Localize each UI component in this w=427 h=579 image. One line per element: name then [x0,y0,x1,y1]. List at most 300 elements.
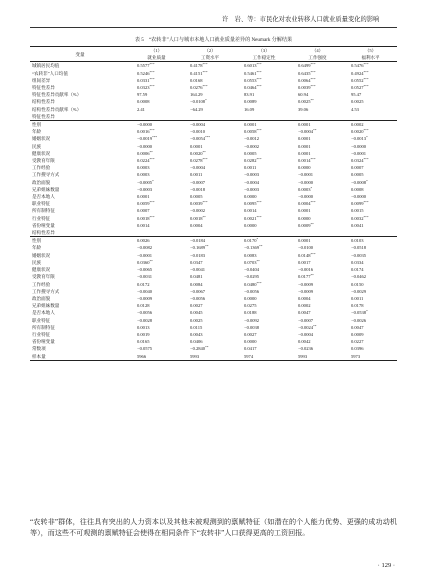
row-label: 行业特征 [32,331,51,337]
column-number: （3） [237,47,291,55]
row-label: 性别 [30,237,130,245]
cell-value: 0.0103 [344,237,397,245]
table-row [30,70,397,77]
cell-value: −0.0575 [137,346,153,352]
cell-value: 0.0481 [190,274,203,280]
cell-value: 0.0406 [190,339,203,345]
cell-value: −0.0018 [190,186,206,192]
significance-stars: *** [363,69,369,74]
cell-value [291,229,344,237]
cell-value: 0.0001 [137,194,150,200]
row-label: 年龄 [32,129,42,135]
significance-stars: *** [310,251,316,256]
cell-value: 0.0172 [137,281,150,287]
cell-value: −0.0054*** [190,135,211,142]
cell-value: −0.0100 [298,245,314,251]
cell-value: 0.0324*** [351,157,369,164]
cell-value: 0.0480*** [244,280,262,287]
cell-value: −0.0001 [298,172,314,178]
page-number: · 129 · [377,562,395,569]
cell-value: −0.0518 [351,245,367,251]
cell-value: 0.0001 [298,208,311,214]
cell-value: 0.0331*** [137,76,155,83]
cell-value: 0.0064*** [298,76,316,83]
table-row [30,150,397,157]
row-label: 政治面貌 [32,179,51,185]
cell-value: 0.0000 [244,222,257,228]
significance-stars: *** [202,62,208,67]
cell-value: −0.0026 [351,317,367,323]
cell-value: 0.0000 [244,339,257,345]
column-name: 工资水平 [200,55,220,61]
table-row [30,215,397,222]
significance-stars: ** [310,98,314,103]
cell-value: 0.0014 [137,222,150,228]
cell-value: −0.0236 [298,346,314,352]
cell-value: 0.0417 [244,346,257,352]
cell-value: 0.0011 [190,172,203,178]
cell-value: 0.0019 [137,331,150,337]
cell-value: −0.0003 [244,172,260,178]
significance-stars: ** [205,244,209,249]
cell-value: 0.0032*** [351,214,369,221]
cell-value: −0.0010 [190,129,206,135]
cell-value: 0.6499*** [291,62,344,70]
cell-value: −0.0056 [190,295,206,301]
cell-value: −0.0000 [351,143,367,149]
significance-stars: *** [256,157,262,162]
cell-value: 0.4151*** [190,69,208,76]
cell-value: 0.0000 [244,194,257,200]
table-row [30,77,397,84]
cell-value: 0.0016*** [137,128,155,135]
significance-stars: ** [310,273,314,278]
row-label: 常数项 [32,346,46,352]
table-row [30,317,397,324]
cell-value: −0.0008* [351,178,368,185]
table-row [30,91,397,98]
cell-value: −0.0000 [298,194,314,200]
cell-value: −0.0295 [244,274,260,280]
cell-value: −0.0000 [130,121,183,129]
significance-stars: ** [202,149,206,154]
cell-value: −0.0004 [244,179,260,185]
cell-value: 0.0039*** [298,84,316,91]
cell-value: 0.0334 [351,259,364,265]
cell-value: −0.0028 [137,317,153,323]
cell-value: 0.0165 [137,339,150,345]
cell-value [130,229,183,237]
table-row [30,207,397,214]
cell-value: −0.0003 [137,186,153,192]
cell-value: 0.0224*** [137,157,155,164]
cell-value: 0.0168 [190,77,203,83]
significance-stars: * [366,135,368,140]
table-row [30,324,397,331]
row-label: 受教育年限 [32,274,55,280]
cell-value: 0.0282*** [244,157,262,164]
cell-value: 16.09 [244,106,255,112]
significance-stars: *** [363,214,369,219]
significance-stars: * [152,178,154,183]
table-row [30,171,397,178]
cell-value: −0.0004 [298,331,314,337]
table-row [30,84,397,91]
significance-stars: *** [363,200,369,205]
cell-value: 0.0026 [130,237,183,245]
significance-stars: ** [256,258,260,263]
cell-value: 0.0095*** [244,200,262,207]
row-label: 受教育年限 [32,158,55,164]
significance-stars: *** [363,84,369,89]
cell-value: 0.0007 [137,208,150,214]
cell-value: 0.0005 [244,150,257,156]
column-name: 福利水平 [361,55,380,61]
table-row [30,259,397,266]
significance-stars: ** [149,258,153,263]
table-row [30,295,397,302]
cell-value: 0.0089 [244,99,257,105]
table-row [30,222,397,229]
table-caption: 表 5 “农转非”人口与城市本地人口就业质量差异的 Neumark 分解结果 [134,37,293,43]
cell-value: −0.0007 [298,317,314,323]
cell-value: −0.0001 [351,150,367,156]
cell-value: 0.0001 [291,121,344,129]
cell-value: 0.0174 [351,267,364,273]
significance-stars: *** [149,76,155,81]
row-label: 年龄 [32,245,42,251]
significance-stars: ** [313,323,317,328]
cell-value: 0.0005 [190,194,203,200]
cell-value: −0.0183 [190,252,206,258]
table-row [30,200,397,207]
cell-value: 0.0025 [190,317,203,323]
cell-value: 0.0552*** [351,76,369,83]
row-label: 行业特征 [32,215,51,221]
significance-stars: *** [202,84,208,89]
row-label: 民族 [32,143,42,149]
table-row [30,98,397,105]
cell-value: 0.0027 [190,303,203,309]
cell-value: 0.0002 [344,121,397,129]
cell-value: 0.0008 [137,99,150,105]
cell-value: 0.0027 [244,331,257,337]
significance-stars: *** [310,76,316,81]
cell-value: −0.0184 [183,237,237,245]
row-label: 是否本地人 [32,310,55,316]
significance-stars: ** [205,345,209,350]
significance-stars: *** [256,200,262,205]
significance-stars: ** [310,221,314,226]
cell-value: 0.0015 [351,208,364,214]
cell-value: −0.0404 [244,267,260,273]
table-row [30,229,397,237]
cell-value: −0.0001 [137,252,153,258]
row-label: 所有制特征 [32,208,55,214]
row-label: 城镇居民均值 [30,62,130,70]
table-row [30,281,397,288]
cell-value: 0.0099*** [351,200,369,207]
table-row [30,62,397,70]
cell-value: 0.0527*** [351,84,369,91]
cell-value: −0.0009 [298,288,314,294]
cell-value: 0.0396 [351,346,364,352]
cell-value [291,113,344,121]
row-label: 工作搜寻方式 [32,288,60,294]
cell-value: 0.6435*** [298,69,316,76]
cell-value: 0.5246*** [137,69,155,76]
table-row [30,193,397,200]
significance-stars: * [366,309,368,314]
cell-value: 0.0464*** [244,84,262,91]
cell-value: −0.0462 [351,274,367,280]
column-number: （4） [291,47,344,55]
cell-value: 83.91 [244,92,255,98]
significance-stars: *** [363,128,369,133]
cell-value: −0.0003 [244,186,260,192]
cell-value: 5974 [237,353,291,361]
significance-stars: *** [363,62,369,67]
significance-stars: *** [202,200,208,205]
row-label: 民族 [32,259,42,265]
cell-value: 0.0278*** [190,157,208,164]
cell-value [237,113,291,121]
cell-value: 0.0001 [291,237,344,245]
cell-value: 0.0014*** [298,157,316,164]
row-label: 工作搜寻方式 [32,172,60,178]
significance-stars: *** [256,84,262,89]
cell-value: −0.0004** [298,128,317,135]
cell-value: −0.0007 [190,179,206,185]
significance-stars: *** [149,214,155,219]
row-label: 所有制特征 [32,324,55,330]
cell-value: 0.0041 [351,222,364,228]
significance-stars: *** [310,84,316,89]
cell-value: 0.0177** [298,273,314,280]
cell-value: 0.0178 [351,303,364,309]
cell-value [344,113,397,121]
significance-stars: *** [149,84,155,89]
cell-value: −0.1689** [190,244,209,251]
cell-value: 0.0020** [190,149,206,156]
cell-value: 0.0150 [351,281,364,287]
row-label: 工作经验 [32,281,51,287]
cell-value: 0.0021*** [244,214,262,221]
cell-value: 0.0276*** [190,84,208,91]
cell-value: 0.5461*** [244,69,262,76]
table-row [30,143,397,150]
cell-value: 0.0025 [351,99,364,105]
row-label: 特征性差异 [32,85,55,91]
cell-value: 0.0018** [190,214,206,221]
cell-value: 0.0008 [351,186,364,192]
significance-stars: * [205,98,207,103]
row-label: 组间差异 [32,77,51,83]
cell-value: 0.0017 [298,259,311,265]
cell-value: 0.0115 [190,324,203,330]
cell-value: 0.4924*** [351,69,369,76]
row-label: 结构性差异 [32,230,55,236]
cell-value [183,113,237,121]
significance-stars: * [366,178,368,183]
cell-value [130,113,183,121]
cell-value: −0.0000 [298,179,314,185]
row-label: 婚姻状况 [32,252,51,258]
significance-stars: *** [149,200,155,205]
cell-value: 0.0013 [137,324,150,330]
variable-header: 变量 [30,47,130,62]
cell-value: −0.2840** [190,345,209,352]
cell-value: 97.59 [137,92,148,98]
significance-stars: *** [149,157,155,162]
cell-value: 0.0059*** [137,200,155,207]
significance-stars: *** [149,128,155,133]
table-row [30,331,397,338]
significance-stars: *** [256,214,262,219]
cell-value: 0.0011 [244,165,257,171]
cell-value: 0.0011 [351,295,364,301]
column-name: 工作稳定性 [252,55,276,61]
cell-value: 0.0058*** [244,128,262,135]
significance-stars: *** [363,157,369,162]
cell-value: 0.0002 [298,303,311,309]
column-number: （5） [344,47,397,55]
cell-value: 0.0001 [298,136,311,142]
cell-value: 0.0009 [351,331,364,337]
column-number-row [30,47,397,55]
cell-value: 0.0001 [298,150,311,156]
table-row [30,135,397,142]
cell-value: −0.0002 [190,208,206,214]
table-row [30,309,397,316]
column-name: 工作强度 [308,55,327,61]
cell-value [183,229,237,237]
cell-value: 0.0045 [190,310,203,316]
significance-stars: ** [313,128,317,133]
cell-value: 0.0042 [298,339,311,345]
decomposition-table [30,46,397,361]
table-row [30,288,397,295]
cell-value: −0.0000 [351,194,367,200]
table-row [30,179,397,186]
row-label: 特征性差异 [32,113,55,119]
cell-value: −0.0000 [137,143,153,149]
cell-value: 39.06 [298,106,309,112]
cell-value: 0.0004 [298,295,311,301]
cell-value: −0.0029 [351,288,367,294]
significance-stars: * [310,185,313,190]
table-row [30,157,397,164]
table-row [30,113,397,121]
cell-value: −0.0009 [298,281,314,287]
cell-value: 5993 [183,353,237,361]
cell-value: 0.0039*** [190,200,208,207]
table-row [30,186,397,193]
significance-stars: *** [149,62,155,67]
running-header: 许 岩、等：市民化对农业转移人口就业质量变化的影响 [222,16,380,23]
cell-value: 0.0047 [298,310,311,316]
cell-value: 0.0000 [298,165,311,171]
cell-value: −0.1369** [244,244,263,251]
cell-value: −0.0005* [137,178,154,185]
header-rule [30,27,397,28]
table-row [30,302,397,309]
significance-stars: ** [149,149,153,154]
significance-stars: *** [363,76,369,81]
cell-value: −0.0009 [137,295,153,301]
cell-value: 0.0170* [237,237,291,245]
cell-value: 0.0043 [190,331,203,337]
cell-value: 0.0275 [244,303,257,309]
cell-value: 0.0014 [244,208,257,214]
row-label: 结构性差异贡献率（%） [32,106,82,112]
cell-value: 0.0025** [298,98,314,105]
significance-stars: ** [259,244,263,249]
significance-stars: *** [202,157,208,162]
row-label: 职业特征 [32,201,51,207]
row-label: 省份哑变量 [32,222,55,228]
cell-value: 0.6013*** [237,62,291,70]
significance-stars: *** [256,76,262,81]
significance-stars: *** [310,200,316,205]
significance-stars: *** [205,135,211,140]
cell-value: 0.0000 [244,295,257,301]
cell-value: 0.0001 [237,121,291,129]
cell-value: 0.0007 [351,165,364,171]
cell-value: 0.0360** [137,258,153,265]
cell-value: 0.0347 [190,259,203,265]
row-label: 兄弟姐妹数量 [32,186,60,192]
cell-value: −64.29 [190,106,203,112]
cell-value: 5993 [291,353,344,361]
cell-value: 0.0553*** [244,76,262,83]
table-row [30,121,397,129]
significance-stars: *** [256,69,262,74]
table-row [30,164,397,171]
row-label: 省份哑变量 [32,339,55,345]
table-row [30,345,397,352]
cell-value: 0.0004 [190,222,203,228]
cell-value: 2.41 [137,106,145,112]
cell-value: −0.0538* [351,309,368,316]
cell-value: 0.0084 [190,281,203,287]
cell-value: −0.0004 [190,165,206,171]
table-row [30,252,397,259]
cell-value: 4.53 [351,106,359,112]
cell-value: 0.0703** [244,258,260,265]
significance-stars: *** [310,157,316,162]
significance-stars: *** [310,69,316,74]
cell-value: −0.0065 [137,267,153,273]
cell-value: 0.0323*** [137,84,155,91]
cell-value: −0.0038 [244,324,260,330]
row-label: 健康状况 [32,150,51,156]
row-label: 健康状况 [32,267,51,273]
row-label: 婚姻状况 [32,136,51,142]
significance-stars: *** [202,69,208,74]
row-label: 职业特征 [32,317,51,323]
cell-value: −0.0019*** [137,135,158,142]
column-name: 就业质量 [147,55,166,61]
cell-value: 0.0047 [351,324,364,330]
significance-stars: * [256,237,259,242]
cell-value: 0.0188 [244,310,257,316]
cell-value: 60.94 [298,92,309,98]
significance-stars: *** [256,128,262,133]
table-row [30,266,397,273]
cell-value: −0.0031 [137,274,153,280]
row-label: 是否本地人 [32,194,55,200]
